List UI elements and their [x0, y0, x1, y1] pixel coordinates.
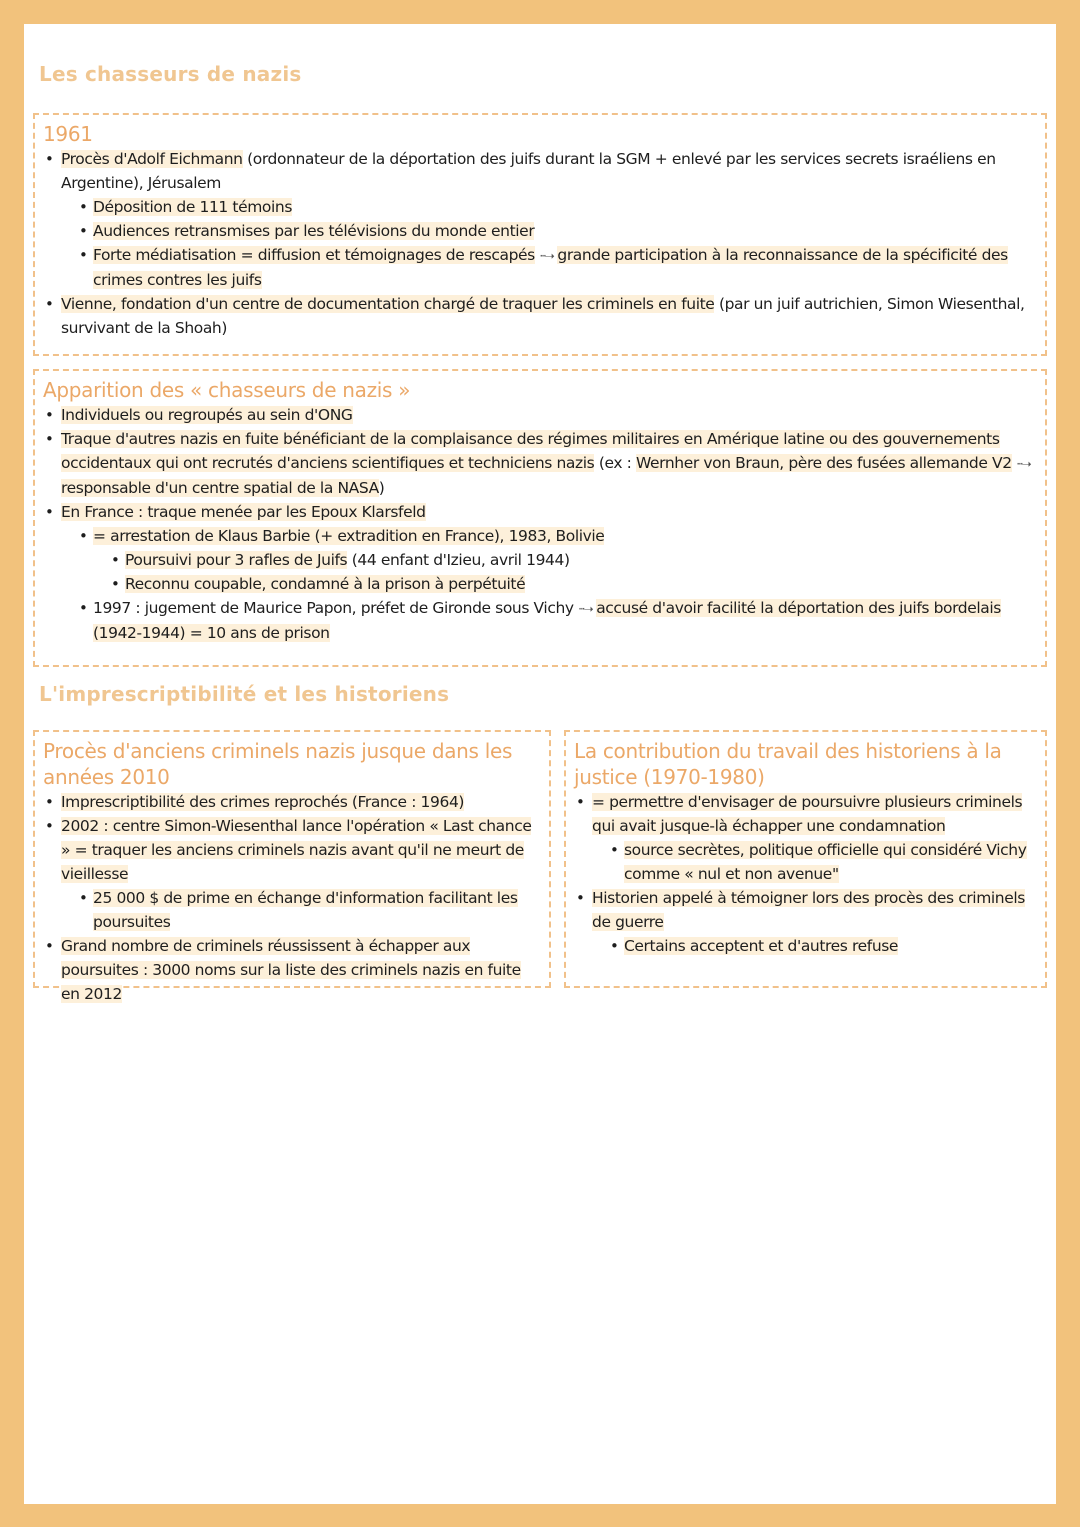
list-item-broadcast: • Audiences retransmises par les télévisions du monde entier	[77, 219, 1035, 243]
box-nazi-hunters-title: Apparition des « chasseurs de nazis »	[43, 378, 411, 402]
box-1961-title: 1961	[43, 122, 93, 146]
list-item-tracking: • Traque d'autres nazis en fuite bénéficiant de la complaisance des régimes militaires en Amérique latine ou des gouvernements occidentaux qui ont recrutés d'anciens scientifiques et techniciens nazis (ex : Wernher von Braun, père des fusées allemande V2 ···➝ responsable d'un centre spatial de la NASA)	[43, 427, 1035, 500]
box-historians-list	[574, 790, 1035, 958]
box-trials-title: Procès d'anciens criminels nazis jusque dans les années 2010	[43, 739, 513, 789]
arrow-icon: ···➝	[1016, 457, 1030, 471]
list-item-ong: • Individuels ou regroupés au sein d'ONG	[43, 403, 1035, 427]
list-item-escapees: • Grand nombre de criminels réussissent à échapper aux poursuites : 3000 noms sur la liste des criminels nazis en fuite en 2012	[43, 934, 539, 1006]
box-nazi-hunters-list	[43, 403, 1035, 645]
list-item-barbie: • = arrestation de Klaus Barbie (+ extradition en France), 1983, Bolivie • Poursuivi pour 3 rafles de Juifs (44 enfant d'Izieu, avril 1944) • Reconnu coupable, condamné à la prison à perpétuité	[77, 524, 1035, 596]
box-historians	[564, 730, 1047, 988]
list-item-papon: • 1997 : jugement de Maurice Papon, préfet de Gironde sous Vichy ···➝ accusé d'avoir facilité la déportation des juifs bordelais (1942-1944) = 10 ans de prison	[77, 596, 1035, 645]
list-item-sources: • source secrètes, politique officielle qui considéré Vichy comme « nul et non avenue"	[608, 838, 1035, 886]
list-item-media: • Forte médiatisation = diffusion et témoignages de rescapés ···➝ grande participation à la reconnaissance de la spécificité des crimes contres les juifs	[77, 243, 1035, 292]
list-item-accept-refuse: • Certains acceptent et d'autres refuse	[608, 934, 1035, 958]
list-item-klarsfeld: • En France : traque menée par les Epoux Klarsfeld • = arrestation de Klaus Barbie (+ extradition en France), 1983, Bolivie • Poursuivi pour 3 rafles de Juifs (44 enfant d'Izieu, avril 1944) • Reconnu coupable, condamné à la prison à perpétuité • 1997 : jugement de Maurice Papon, préfet de Gironde sous Vichy ···➝ accusé d'avoir facilité la déportation des juifs bordelais (1942-1944) = 10 ans de prison	[43, 500, 1035, 645]
box-trials-list	[43, 790, 539, 1006]
list-item-vienna-center: • Vienne, fondation d'un centre de documentation chargé de traquer les criminels en fuite (par un juif autrichien, Simon Wiesenthal, survivant de la Shoah)	[43, 292, 1035, 340]
page	[24, 24, 1056, 1504]
arrow-icon: ···➝	[578, 602, 592, 616]
list-item-last-chance: • 2002 : centre Simon-Wiesenthal lance l'opération « Last chance » = traquer les anciens criminels nazis avant qu'il ne meurt de vieillesse • 25 000 $ de prime en échange d'information facilitant les poursuites	[43, 814, 539, 934]
box-1961-list	[43, 147, 1035, 340]
section-title-historians: L'imprescriptibilité et les historiens	[39, 682, 450, 706]
box-1961	[33, 113, 1047, 356]
list-item-witnesses: • Déposition de 111 témoins	[77, 195, 1035, 219]
box-trials	[33, 730, 551, 1003]
box-historians-title: La contribution du travail des historiens à la justice (1970-1980)	[574, 739, 1002, 789]
list-item-imprescriptibility: • Imprescriptibilité des crimes reprochés (France : 1964)	[43, 790, 539, 814]
box-nazi-hunters	[33, 369, 1047, 667]
list-item-testify: • Historien appelé à témoigner lors des procès des criminels de guerre • Certains acceptent et d'autres refuse	[574, 886, 1035, 958]
list-item-sentence: • Reconnu coupable, condamné à la prison à perpétuité	[109, 572, 1035, 596]
list-item-prosecute: • = permettre d'envisager de poursuivre plusieurs criminels qui avait jusque-là échapper une condamnation • source secrètes, politique officielle qui considéré Vichy comme « nul et non avenue"	[574, 790, 1035, 886]
arrow-icon: ···➝	[539, 249, 553, 263]
section-title-nazi-hunters: Les chasseurs de nazis	[39, 62, 302, 86]
list-item-eichmann-trial: • Procès d'Adolf Eichmann (ordonnateur de la déportation des juifs durant la SGM + enlevé par les services secrets israéliens en Argentine), Jérusalem • Déposition de 111 témoins • Audiences retransmises par les télévisions du monde entier • Forte médiatisation = diffusion et témoignages de rescapés ···➝ grande participation à la reconnaissance de la spécificité des crimes contres les juifs	[43, 147, 1035, 292]
list-item-bounty: • 25 000 $ de prime en échange d'information facilitant les poursuites	[77, 886, 539, 934]
list-item-raids: • Poursuivi pour 3 rafles de Juifs (44 enfant d'Izieu, avril 1944)	[109, 548, 1035, 572]
